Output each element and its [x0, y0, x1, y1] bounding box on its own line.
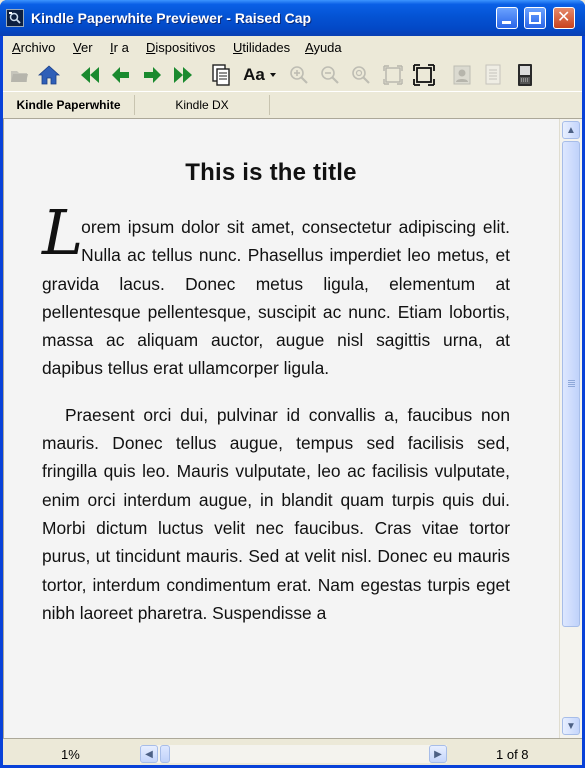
page-scroll-thumb[interactable]: [160, 745, 170, 763]
zoom-in-button[interactable]: [287, 63, 311, 87]
scroll-down-button[interactable]: [562, 717, 580, 735]
menu-dispositivos-mnemonic: D: [146, 40, 156, 55]
chevron-left-icon: ◀: [145, 748, 153, 760]
vertical-scrollbar[interactable]: [559, 119, 582, 738]
document-icon: [483, 64, 503, 86]
menu-bar: [3, 36, 582, 59]
menu-archivo-mnemonic: A: [12, 40, 21, 55]
menu-ver-mnemonic: V: [73, 40, 81, 55]
menu-utilidades-label: tilidades: [242, 40, 291, 55]
menu-archivo-label: rchivo: [20, 40, 56, 55]
previous-page-icon: [111, 66, 131, 84]
menu-ayuda-mnemonic: A: [305, 40, 314, 55]
fit-width-icon: [383, 65, 403, 85]
menu-archivo[interactable]: [12, 40, 55, 55]
home-icon: [38, 65, 60, 85]
maximize-icon: [529, 12, 541, 24]
last-page-icon: [172, 66, 194, 84]
grip-line: [568, 384, 575, 385]
menu-utilidades[interactable]: [233, 40, 290, 55]
font-size-icon: Aa: [243, 65, 265, 84]
dropdown-arrow-icon: [269, 72, 277, 78]
page-scroll-right-button[interactable]: [429, 745, 447, 763]
raised-cap: L: [42, 196, 80, 269]
book-title: This is the title: [185, 159, 357, 186]
book-paragraph-1: [42, 196, 510, 383]
kindle-device-icon: [515, 63, 535, 87]
first-page-button[interactable]: [78, 63, 102, 87]
kindle-device-button[interactable]: [513, 63, 537, 87]
page-indicator: 1 of 8: [496, 747, 529, 762]
vertical-scroll-thumb[interactable]: [562, 141, 580, 627]
first-page-icon: [79, 66, 101, 84]
grip-line: [568, 380, 575, 381]
book-preview-area[interactable]: [3, 119, 559, 738]
zoom-fit-icon: [351, 65, 371, 85]
last-page-button[interactable]: [171, 63, 195, 87]
app-icon[interactable]: [6, 9, 24, 27]
open-icon: [9, 65, 29, 85]
user-button[interactable]: [450, 63, 474, 87]
menu-dispositivos[interactable]: [146, 40, 215, 55]
page-scroll-left-button[interactable]: [140, 745, 158, 763]
menu-ir-a-mnemonic: I: [110, 40, 114, 55]
open-button[interactable]: [7, 63, 31, 87]
menu-ir-a[interactable]: [110, 40, 129, 55]
book-page: [42, 159, 510, 627]
client-area: [3, 36, 582, 768]
grip-line: [568, 386, 575, 387]
zoom-out-button[interactable]: [318, 63, 342, 87]
window-title: Kindle Paperwhite Previewer - Raised Cap: [31, 10, 312, 26]
menu-ver[interactable]: [73, 40, 93, 55]
device-tabs: [3, 91, 582, 119]
zoom-in-icon: [289, 65, 309, 85]
menu-ayuda[interactable]: [305, 40, 342, 55]
menu-ver-label: er: [80, 40, 93, 55]
page-scrollbar[interactable]: [140, 745, 447, 763]
close-icon: ✕: [557, 9, 571, 26]
grip-line: [568, 382, 575, 383]
toc-button[interactable]: [209, 63, 233, 87]
zoom-fit-button[interactable]: [349, 63, 373, 87]
book-paragraph-2: Praesent orci dui, pulvinar id convallis a, faucibus non mauris. Donec tellus augue, tempus sed facilisis sed, fringilla quis leo. Mauris vulputate, leo ac facilisis vulputate, enim orci interdum augue, in blandit quam turpis quis dui. Morbi dictum luctus velit nec faucibus. Cras vitae tortor purus, ut tincidunt mauris. Sed at velit nisl. Donec eu mauris tortor, interdum condimentum erat. Nam egestas turpis eget nibh laoreet pharetra. Suspendisse a: [42, 404, 510, 623]
zoom-percentage: 1%: [61, 747, 80, 762]
next-page-button[interactable]: [140, 63, 164, 87]
toolbar: [3, 59, 582, 91]
toc-icon: [211, 64, 231, 86]
menu-utilidades-mnemonic: U: [233, 40, 243, 55]
minimize-icon: [502, 21, 511, 24]
title-bar[interactable]: [0, 0, 585, 36]
home-button[interactable]: [37, 63, 61, 87]
scroll-up-button[interactable]: [562, 121, 580, 139]
chevron-up-icon: ▲: [566, 124, 576, 136]
tab-separator: [269, 95, 270, 115]
user-icon: [452, 64, 472, 86]
fit-page-icon: [413, 64, 435, 86]
next-page-icon: [142, 66, 162, 84]
fit-page-button[interactable]: [412, 63, 436, 87]
chevron-down-icon: ▼: [566, 720, 576, 732]
previous-page-button[interactable]: [109, 63, 133, 87]
chevron-right-icon: ▶: [434, 748, 442, 760]
menu-dispositivos-label: ispositivos: [155, 40, 216, 55]
close-button[interactable]: [553, 7, 575, 29]
fit-width-button[interactable]: [381, 63, 405, 87]
minimize-button[interactable]: [496, 7, 518, 29]
maximize-button[interactable]: [524, 7, 546, 29]
book-paragraph-1-text: orem ipsum dolor sit amet, consectetur adipiscing elit. Nulla ac tellus nunc. Phasellus imperdiet leo metus, et gravida lacus. Donec metus ligula, elementum at pellentesque pellentesque, suscipit ac nunc. Etiam lobortis, massa ac aliquam auctor, augue nisl sagittis urna, at dapibus tellus erat ullamcorper ligula.: [42, 217, 510, 379]
tab-kindle-dx[interactable]: Kindle DX: [175, 98, 229, 112]
tab-kindle-paperwhite[interactable]: Kindle Paperwhite: [16, 98, 121, 112]
font-size-button[interactable]: [240, 63, 280, 87]
menu-ir-a-label: r a: [113, 40, 129, 55]
document-button[interactable]: [481, 63, 505, 87]
menu-ayuda-label: yuda: [313, 40, 342, 55]
zoom-out-icon: [320, 65, 340, 85]
status-bar: [3, 738, 582, 768]
